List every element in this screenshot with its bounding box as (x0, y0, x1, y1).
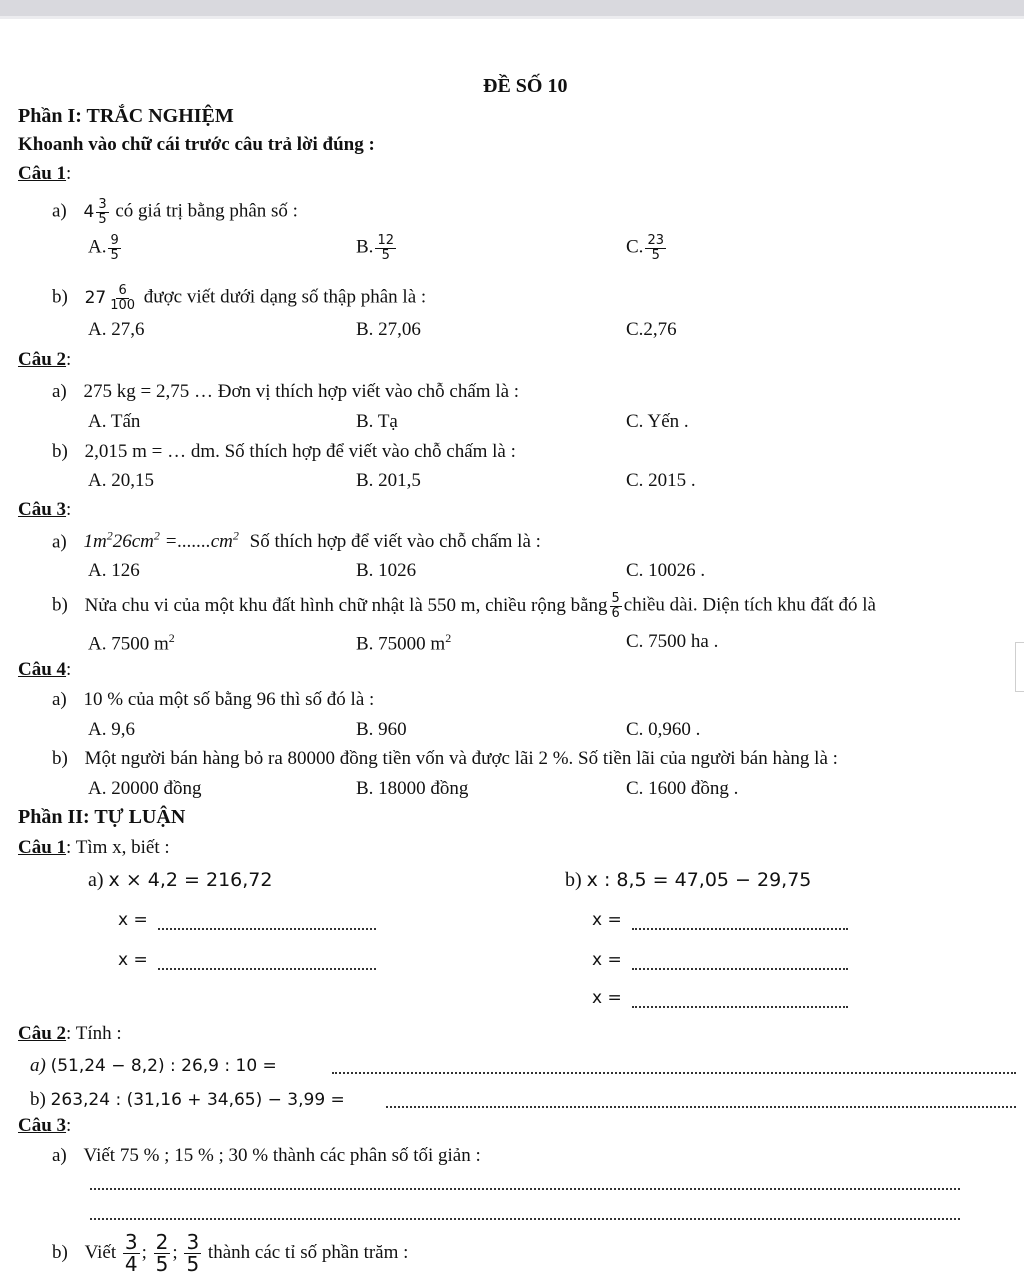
q1b-option-b: B. 27,06 (356, 319, 421, 340)
p2c3b-text-post: thành các tỉ số phần trăm : (207, 1241, 409, 1263)
frac-num: 2 (155, 1230, 169, 1254)
expr-part: =....... (159, 531, 211, 553)
q1a-option-b (356, 234, 398, 262)
option-letter: A. (88, 236, 107, 258)
p2c1a-answer-line-1: x = (118, 910, 148, 930)
q1b-marker: b) (52, 286, 68, 308)
exponent: 2 (445, 631, 452, 645)
q2-label: Câu 2 (18, 349, 67, 370)
q3a-text: Số thích hợp để viết vào chỗ chấm là : (249, 531, 541, 553)
expr-part: cm (210, 531, 233, 553)
p2c1b-marker: b) (565, 869, 582, 891)
q3a-option-b: B. 1026 (356, 560, 417, 581)
q3-label: Câu 3 (18, 499, 67, 520)
part1-heading: Phần I: TRẮC NGHIỆM (18, 105, 234, 127)
p2c2a-equation: (51,24 − 8,2) : 26,9 : 10 = (50, 1056, 277, 1076)
q1b-option-c: C.2,76 (626, 319, 677, 340)
q1-heading (18, 164, 71, 183)
p2c2b-expr (30, 1090, 345, 1109)
q2b-text: Số thích hợp để viết vào chỗ chấm là : (224, 441, 516, 462)
option-text: A. 7500 m (88, 633, 169, 655)
q3a-option-c: C. 10026 . (626, 560, 706, 581)
p2c3a-text: Viết 75 % ; 15 % ; 30 % thành các phân số tối giản : (83, 1145, 481, 1166)
p2c1a-expr (88, 870, 273, 890)
q2a-option-a: A. Tấn (88, 411, 141, 432)
exam-title: ĐỀ SỐ 10 (483, 75, 568, 97)
q4a-option-a: A. 9,6 (88, 719, 135, 740)
q3a-option-a: A. 126 (88, 560, 140, 581)
answer-dots[interactable] (632, 1006, 848, 1008)
q3b-option-c (626, 632, 718, 651)
separator: ; (172, 1241, 178, 1263)
q1a-option-c (626, 234, 668, 262)
option-text: C. 7500 ha . (626, 631, 719, 652)
q1a-text: có giá trị bằng phân số : (115, 200, 298, 222)
q2-heading (18, 350, 71, 369)
p2c3b-fraction-3 (184, 1232, 201, 1275)
p2c1b-answer-line-3: x = (592, 988, 622, 1008)
q3b-stem (52, 592, 876, 620)
p2c3-heading (18, 1116, 71, 1135)
q4a-stem (52, 690, 374, 709)
expr-part: 1m (83, 531, 107, 553)
q3a-marker: a) (52, 531, 67, 553)
q4a-text: 10 % của một số bằng 96 thì số đó là : (83, 689, 375, 710)
frac-den: 5 (186, 1252, 200, 1276)
q1a-option-b-fraction (375, 234, 396, 262)
q3a-stem (52, 530, 541, 551)
q3b-marker: b) (52, 594, 68, 616)
q1a-option-c-fraction (645, 234, 666, 262)
q1a-whole: 4 (83, 201, 95, 222)
answer-dots[interactable] (158, 928, 376, 930)
q4b-option-c: C. 1600 đồng . (626, 778, 739, 799)
p2c1b-answer-line-1: x = (592, 910, 622, 930)
frac-den: 5 (155, 1252, 169, 1276)
option-letter: B. (356, 236, 374, 258)
q2b-expr: 2,015 m = … dm. (84, 441, 220, 462)
frac-num: 3 (186, 1230, 200, 1254)
frac-den: 4 (124, 1252, 138, 1276)
answer-dots[interactable] (386, 1106, 1016, 1108)
exponent: 2 (106, 529, 113, 543)
p2c1-text: : Tìm x, biết : (66, 837, 170, 858)
q1b-fraction (108, 284, 137, 312)
q3-colon: : (66, 499, 72, 520)
exponent: 2 (232, 529, 239, 543)
q3b-text1: Nửa chu vi của một khu đất hình chữ nhật là 550 m, chiều rộng bằng (84, 594, 608, 616)
p2c3b-text-pre: Viết (84, 1241, 117, 1263)
q1a-num: 3 (98, 197, 107, 212)
frac-den: 5 (651, 247, 660, 263)
p2c1a-equation: x × 4,2 = 216,72 (108, 869, 273, 891)
p2c1-heading (18, 838, 170, 857)
p2c1a-answer-line-2: x = (118, 950, 148, 970)
q4-heading (18, 660, 71, 679)
part2-heading: Phần II: TỰ LUẬN (18, 806, 186, 828)
frac-den: 5 (110, 247, 119, 263)
frac-den: 6 (611, 605, 620, 621)
browser-top-bar (0, 0, 1024, 16)
p2c1b-equation: x : 8,5 = 47,05 − 29,75 (586, 869, 812, 891)
p2c3-colon: : (66, 1115, 72, 1136)
p2c2-heading (18, 1024, 122, 1043)
p2c2a-marker: a) (30, 1055, 46, 1076)
part1-instruction: Khoanh vào chữ cái trước câu trả lời đúng : (18, 134, 375, 155)
p2c2-text: : Tính : (66, 1023, 122, 1044)
q4b-option-a: A. 20000 đồng (88, 778, 202, 799)
q4b-option-b: B. 18000 đồng (356, 778, 469, 799)
q2b-option-a: A. 20,15 (88, 470, 154, 491)
q1a-den: 5 (98, 211, 107, 227)
option-letter: C. (626, 236, 644, 258)
answer-dots[interactable] (90, 1188, 960, 1190)
q2b-stem (52, 442, 516, 461)
q2b-option-c: C. 2015 . (626, 470, 696, 491)
q4b-stem (52, 749, 838, 768)
q1b-whole: 27 (84, 287, 107, 308)
p2c2b-equation: 263,24 : (31,16 + 34,65) − 3,99 = (50, 1090, 345, 1110)
p2c1-label: Câu 1 (18, 837, 67, 858)
q3b-fraction (610, 592, 622, 620)
p2c3b-marker: b) (52, 1241, 68, 1263)
q1b-den: 100 (110, 297, 136, 313)
q1b-option-a: A. 27,6 (88, 319, 145, 340)
q1a-option-a-fraction (108, 234, 120, 262)
p2c1b-answer-line-2: x = (592, 950, 622, 970)
q1b-text: được viết dưới dạng số thập phân là : (143, 286, 427, 308)
q1b-stem (52, 284, 426, 312)
exponent: 2 (153, 529, 160, 543)
top-bar-shadow (0, 16, 1024, 19)
q4a-option-b: B. 960 (356, 719, 407, 740)
q4a-marker: a) (52, 689, 67, 710)
q4-colon: : (66, 659, 72, 680)
q1a-option-a (88, 234, 123, 262)
frac-den: 5 (381, 247, 390, 263)
q3b-option-b (356, 632, 451, 653)
frac-num: 3 (124, 1230, 138, 1254)
p2c3a-marker: a) (52, 1145, 67, 1166)
q1-colon: : (66, 163, 72, 184)
p2c1b-expr (565, 870, 811, 890)
q2a-text: Đơn vị thích hợp viết vào chỗ chấm là : (217, 381, 520, 402)
q4b-text: Một người bán hàng bỏ ra 80000 đồng tiền vốn và được lãi 2 %. Số tiền lãi của người bán hàng là : (84, 748, 838, 769)
q1b-num: 6 (118, 283, 127, 298)
p2c2a-expr (30, 1056, 277, 1075)
q3-heading (18, 500, 71, 519)
q1a-marker: a) (52, 200, 67, 222)
scroll-edge-marker (1015, 642, 1024, 692)
separator: ; (141, 1241, 147, 1263)
p2c3b-fraction-1 (123, 1232, 140, 1275)
q2-colon: : (66, 349, 72, 370)
q2a-expr: 275 kg = 2,75 … (83, 381, 213, 402)
answer-dots[interactable] (90, 1218, 960, 1220)
q2a-option-c: C. Yến . (626, 411, 689, 432)
q2a-option-b: B. Tạ (356, 411, 398, 432)
p2c3b-stem (52, 1232, 408, 1275)
q3a-expr (84, 531, 239, 552)
p2c3a-stem (52, 1146, 481, 1165)
q2b-marker: b) (52, 441, 68, 462)
answer-dots[interactable] (632, 968, 848, 970)
frac-num: 23 (647, 233, 664, 248)
answer-dots[interactable] (332, 1072, 1016, 1074)
p2c2-label: Câu 2 (18, 1023, 67, 1044)
q4-label: Câu 4 (18, 659, 67, 680)
frac-num: 12 (377, 233, 394, 248)
q2a-marker: a) (52, 381, 67, 402)
q1-label: Câu 1 (18, 163, 67, 184)
answer-dots[interactable] (158, 968, 376, 970)
p2c1a-marker: a) (88, 869, 104, 891)
exponent: 2 (168, 631, 175, 645)
p2c2b-marker: b) (30, 1089, 46, 1110)
p2c3b-fraction-2 (154, 1232, 171, 1275)
expr-part: 26cm (112, 531, 154, 553)
q4b-marker: b) (52, 748, 68, 769)
p2c3-label: Câu 3 (18, 1115, 67, 1136)
answer-dots[interactable] (632, 928, 848, 930)
q2a-stem (52, 382, 519, 401)
frac-num: 9 (110, 233, 119, 248)
frac-num: 5 (611, 591, 620, 606)
q1a-fraction (96, 198, 108, 226)
q2b-option-b: B. 201,5 (356, 470, 421, 491)
q1a-stem (52, 198, 298, 226)
q3b-text2: chiều dài. Diện tích khu đất đó là (623, 594, 876, 616)
q3b-option-a (88, 632, 175, 653)
q4a-option-c: C. 0,960 . (626, 719, 701, 740)
option-text: B. 75000 m (356, 633, 446, 655)
